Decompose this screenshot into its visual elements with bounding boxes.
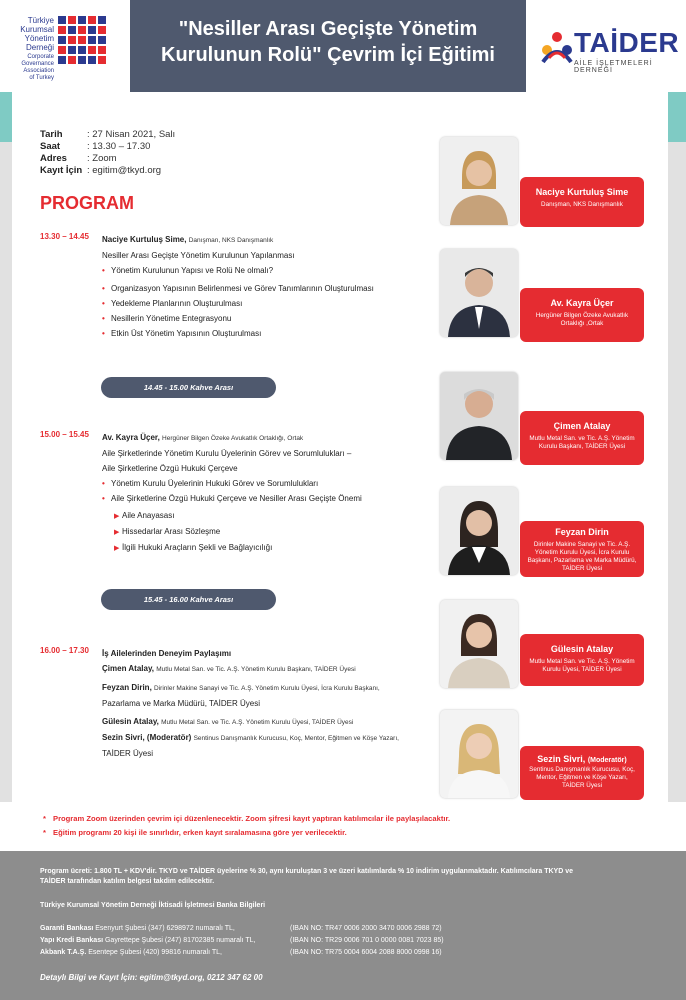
tkyd-line: Derneği (25, 43, 54, 52)
speaker-name: Naciye Kurtuluş Sime, (102, 235, 187, 244)
sub-list-item: ▶ Aile Anayasası (114, 511, 175, 520)
session-body (102, 430, 432, 556)
speaker-card (520, 177, 644, 227)
panelist-role: Mutlu Metal San. ve Tic. A.Ş. Yönetim Kurulu Üyesi, TAİDER Üyesi (161, 719, 354, 726)
session-time: 13.30 – 14.45 (40, 232, 89, 241)
coffee-break-2: 15.45 - 16.00 Kahve Arası (101, 589, 276, 610)
speaker-card (520, 634, 644, 686)
speaker-photo (440, 600, 518, 688)
panelist-line (102, 714, 432, 730)
note-text: Program Zoom üzerinden çevrim içi düzenlenecektir. Zoom şifresi kayıt yaptıran katılımcılar ile paylaşılacaktır. (53, 814, 451, 823)
panelist-role: Pazarlama ve Marka Müdürü, TAİDER Üyesi (102, 699, 260, 708)
program-title: PROGRAM (40, 193, 134, 213)
session-body (102, 646, 432, 761)
list-item: • Organizasyon Yapısının Belirlenmesi ve Görev Tanımlarının Oluşturulması (102, 284, 374, 293)
event-info (40, 129, 175, 177)
list-item-text: Yönetim Kurulu Üyelerinin Hukuki Görev ve Sorumlulukları (111, 479, 319, 488)
page-title (130, 16, 526, 68)
list-item: • Yedekleme Planlarının Oluşturulması (102, 299, 243, 308)
list-item: • Nesillerin Yönetime Entegrasyonu (102, 314, 232, 323)
session-time: 16.00 – 17.30 (40, 646, 89, 655)
tkyd-line: Türkiye (27, 16, 54, 25)
session-time: 15.00 – 15.45 (40, 430, 89, 439)
speaker-photo (440, 137, 518, 225)
tkyd-sub-line: Corporate (27, 54, 54, 60)
session-topic: Aile Şirketlerine Özgü Hukuki Çerçeve (102, 464, 238, 473)
list-item-text: Organizasyon Yapısının Belirlenmesi ve Görev Tanımlarının Oluşturulması (111, 284, 374, 293)
speaker-card-role: Hergüner Bilgen Özeke Avukatlık Ortaklığı ,Ortak (535, 312, 629, 327)
speaker-card (520, 411, 644, 465)
portrait-icon (440, 249, 518, 337)
bank-iban: (IBAN NO: TR47 0006 2000 3470 0006 2988 72) (290, 925, 442, 932)
panelist-name: Gülesin Atalay, (102, 717, 159, 726)
right-teal-bar (668, 92, 686, 142)
sub-list-item: ▶ İlgili Hukuki Araçların Şekli ve Bağlayıcılığı (114, 543, 273, 552)
title-line-2: Kurulunun Rolü" Çevrim İçi Eğitimi (161, 44, 495, 66)
right-gray-bar (668, 142, 686, 802)
tkyd-sub-line: Governance (21, 61, 54, 67)
bank-branch: Esenyurt Şubesi (347) 6298972 numaralı TL, (95, 925, 235, 932)
bank-branch: Gayrettepe Şubesi (247) 81702385 numaralı TL, (104, 937, 256, 944)
note-text: Eğitim programı 20 kişi ile sınırlıdır, erken kayıt sıralamasına göre yer verilecektir. (53, 828, 347, 837)
session-topic: Aile Şirketlerinde Yönetim Kurulu Üyelerinin Görev ve Sorumlulukları – (102, 449, 352, 458)
speaker-card-name-extra: (Moderatör) (587, 757, 627, 764)
taider-logo-subtitle: AİLE İŞLETMELERİ DERNEĞİ (574, 60, 653, 74)
taider-logo-icon (537, 28, 577, 68)
fee-info: Program ücreti: 1.800 TL + KDV'dir. TKYD ve TAİDER üyelerine % 30, aynı kuruluştan 3 ve üzeri katılımlarda % 10 indirim uygulanmaktadır. Katılımcılara TKYD ve TAİDER tarafından katılım belgesi takdim edilecektir. (40, 868, 574, 885)
title-line-1: "Nesiller Arası Geçişte Yönetim (178, 18, 478, 40)
tkyd-line: Kurumsal (20, 25, 54, 34)
bank-row (40, 947, 444, 959)
sub-list-item-text: Hissedarlar Arası Sözleşme (122, 527, 221, 536)
speaker-photo (440, 372, 518, 460)
speaker-photo (440, 487, 518, 575)
note-item: * Eğitim programı 20 kişi ile sınırlıdır, erken kayıt sıralamasına göre yer verilecektir. (43, 828, 347, 837)
bank-info-title: Türkiye Kurumsal Yönetim Derneği İktisadi İşletmesi Banka Bilgileri (40, 902, 266, 909)
speaker-card-role: Dirinler Makine Sanayi ve Tic. A.Ş. Yönetim Kurulu Üyesi, İcra Kurulu Başkanı, Pazarlama ve Marka Müdürü, TAİDER Üyesi (527, 541, 637, 572)
panelist-name: Çimen Atalay, (102, 664, 155, 673)
speaker-line (102, 232, 432, 248)
bank-name: Garanti Bankası (40, 925, 94, 932)
portrait-icon (440, 710, 518, 798)
coffee-break-1: 14.45 - 15.00 Kahve Arası (101, 377, 276, 398)
panelist-line (102, 680, 432, 696)
speaker-card-name-text: Sezin Sivri, (537, 754, 586, 764)
list-item: • Yönetim Kurulu Üyelerinin Hukuki Görev ve Sorumlulukları (102, 479, 319, 488)
speaker-card-name: Gülesin Atalay (550, 644, 614, 654)
bank-name: Akbank T.A.Ş. (40, 949, 87, 956)
panelist-line (102, 730, 432, 746)
address-value: : Zoom (87, 153, 117, 164)
tkyd-line: Yönetim (24, 34, 54, 43)
registration-label: Kayıt İçin (40, 165, 83, 176)
list-item-text: Nesillerin Yönetime Entegrasyonu (111, 314, 232, 323)
registration-row (40, 165, 175, 177)
footer (0, 851, 686, 1000)
contact-info[interactable]: Detaylı Bilgi ve Kayıt İçin: egitim@tkyd.org, 0212 347 62 00 (40, 973, 263, 982)
speaker-card-role: Sentinus Danışmanlık Kurucusu, Koç, Mentor, Eğitmen ve Köşe Yazarı, TAİDER Üyesi (529, 766, 635, 789)
speaker-card (520, 746, 644, 800)
portrait-icon (440, 137, 518, 225)
session-topic: İş Ailelerinden Deneyim Paylaşımı (102, 649, 232, 658)
portrait-icon (440, 600, 518, 688)
panelist-role: Sentinus Danışmanlık Kurucusu, Koç, Mentor, Eğitmen ve Köşe Yazarı, (193, 735, 399, 742)
tkyd-logo-mark-icon (58, 16, 106, 74)
list-item: • Etkin Üst Yönetim Yapısının Oluşturulması (102, 329, 262, 338)
tkyd-logo-area (0, 0, 130, 92)
list-item-text: Yönetim Kurulunun Yapısı ve Rolü Ne olmalı? (111, 266, 274, 275)
note-item: * Program Zoom üzerinden çevrim içi düzenlenecektir. Zoom şifresi kayıt yaptıran katılımcılar ile paylaşılacaktır. (43, 814, 451, 823)
tkyd-logo-text (10, 16, 54, 82)
panelist-name: Feyzan Dirin, (102, 683, 152, 692)
speaker-name: Av. Kayra Üçer, (102, 433, 160, 442)
address-label: Adres (40, 153, 67, 164)
tkyd-sub-line: of Turkey (29, 75, 54, 81)
panelist-role: Mutlu Metal San. ve Tic. A.Ş. Yönetim Kurulu Başkanı, TAİDER Üyesi (156, 666, 356, 673)
left-teal-bar (0, 92, 12, 142)
time-label: Saat (40, 141, 61, 152)
session-topic: Nesiller Arası Geçişte Yönetim Kurulunun Yapılanması (102, 251, 295, 260)
sub-list-item: ▶ Hissedarlar Arası Sözleşme (114, 527, 221, 536)
session-body (102, 232, 432, 341)
speaker-card-name (520, 754, 644, 764)
bank-branch: Esentepe Şubesi (420) 99816 numaralı TL, (88, 949, 222, 956)
portrait-icon (440, 487, 518, 575)
date-value: : 27 Nisan 2021, Salı (87, 129, 176, 140)
registration-email[interactable]: : egitim@tkyd.org (87, 165, 162, 176)
speaker-card-role: Danışman, NKS Danışmanlık (541, 201, 623, 208)
panelist-role: Dirinler Makine Sanayi ve Tic. A.Ş. Yönetim Kurulu Üyesi, İcra Kurulu Başkanı, (154, 685, 380, 692)
bank-row (40, 935, 444, 947)
bank-row (40, 923, 444, 935)
list-item-text: Etkin Üst Yönetim Yapısının Oluşturulması (111, 329, 262, 338)
address-row (40, 153, 175, 165)
list-item: • Aile Şirketlerine Özgü Hukuki Çerçeve ve Nesiller Arası Geçişte Önemi (102, 494, 362, 503)
time-value: : 13.30 – 17.30 (87, 141, 151, 152)
date-label: Tarih (40, 129, 63, 140)
speaker-role: Danışman, NKS Danışmanlık (188, 237, 274, 244)
speaker-line (102, 430, 432, 446)
panelist-role: TAİDER Üyesi (102, 749, 153, 758)
speaker-card-name: Naciye Kurtuluş Sime (535, 187, 629, 197)
speaker-photo (440, 249, 518, 337)
speaker-card-name: Çimen Atalay (553, 421, 611, 431)
panelist-name: Sezin Sivri, (Moderatör) (102, 733, 192, 742)
sub-list-item-text: Aile Anayasası (122, 511, 175, 520)
list-item-text: Aile Şirketlerine Özgü Hukuki Çerçeve ve Nesiller Arası Geçişte Önemi (111, 494, 362, 503)
time-row (40, 141, 175, 153)
list-item: • Yönetim Kurulunun Yapısı ve Rolü Ne olmalı? (102, 266, 274, 275)
speaker-role: Hergüner Bilgen Özeke Avukatlık Ortaklığı, Ortak (162, 435, 304, 442)
speaker-card (520, 521, 644, 577)
date-row (40, 129, 175, 141)
bank-name: Yapı Kredi Bankası (40, 937, 104, 944)
panelist-line (102, 661, 432, 677)
bank-list (40, 923, 444, 959)
list-item-text: Yedekleme Planlarının Oluşturulması (111, 299, 243, 308)
sub-list-item-text: İlgili Hukuki Araçların Şekli ve Bağlayıcılığı (122, 543, 273, 552)
speaker-photo (440, 710, 518, 798)
left-gray-bar (0, 142, 12, 802)
bank-iban: (IBAN NO: TR29 0006 701 0 0000 0081 7023 85) (290, 937, 444, 944)
tkyd-sub-line: Association (23, 68, 54, 74)
speaker-card (520, 288, 644, 342)
program-notes (43, 812, 450, 840)
portrait-icon (440, 372, 518, 460)
speaker-card-role: Mutlu Metal San. ve Tic. A.Ş. Yönetim Kurulu Üyesi, TAİDER Üyesi (529, 658, 635, 673)
speaker-card-name: Feyzan Dirin (555, 527, 609, 537)
speaker-card-role: Mutlu Metal San. ve Tic. A.Ş. Yönetim Kurulu Başkanı, TAİDER Üyesi (529, 435, 635, 450)
bank-iban: (IBAN NO: TR75 0004 6004 2088 8000 0998 16) (290, 949, 442, 956)
speaker-card-name: Av. Kayra Üçer (550, 298, 614, 308)
taider-logo-name: TAİDER (574, 27, 680, 58)
